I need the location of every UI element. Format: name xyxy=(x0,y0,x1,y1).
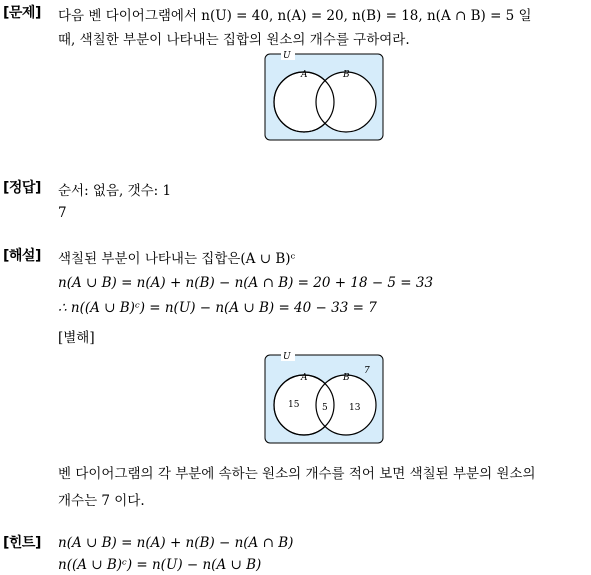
solution-label: [해설] xyxy=(3,248,41,264)
hint-label: [힌트] xyxy=(3,535,41,551)
problem-label: [문제] xyxy=(3,5,41,21)
hint-text-line1: n(A ∪ B) = n(A) + n(B) − n(A ∩ B) xyxy=(58,535,294,551)
set-a-label: A xyxy=(301,70,308,80)
venn-diagram-solution xyxy=(263,351,387,447)
answer-text-line1: 순서: 없음, 갯수: 1 xyxy=(58,183,172,199)
b-only-count: 13 xyxy=(349,403,361,413)
set-b-label: B xyxy=(343,373,350,383)
solution-text-line5: 벤 다이어그램의 각 부분에 속하는 원소의 개수를 적어 보면 색칠된 부분의 원소의 xyxy=(58,466,536,482)
set-b-label: B xyxy=(343,70,350,80)
problem-text-line2: 때, 색칠한 부분이 나타내는 집합의 원소의 개수를 구하여라. xyxy=(58,32,410,48)
outside-count: 7 xyxy=(364,366,370,376)
answer-text-line2: 7 xyxy=(58,205,67,221)
solution-text-line4: [별해] xyxy=(58,330,95,346)
solution-text-line1: 색칠된 부분이 나타내는 집합은(A ∪ B)ᶜ xyxy=(58,251,296,267)
answer-label: [정답] xyxy=(3,180,41,196)
set-a-label: A xyxy=(301,373,308,383)
universe-label: U xyxy=(283,352,291,362)
solution-text-line6: 개수는 7 이다. xyxy=(58,493,145,509)
a-only-count: 15 xyxy=(288,400,300,410)
hint-text-line2: n((A ∪ B)ᶜ) = n(U) − n(A ∪ B) xyxy=(58,557,262,573)
venn-diagram-problem xyxy=(263,50,387,144)
universe-label: U xyxy=(283,51,291,61)
solution-text-line2: n(A ∪ B) = n(A) + n(B) − n(A ∩ B) = 20 + 18 − 5 = 33 xyxy=(58,275,434,291)
intersection-count: 5 xyxy=(322,403,328,413)
problem-text-line1: 다음 벤 다이어그램에서 n(U) = 40, n(A) = 20, n(B) = 18, n(A ∩ B) = 5 일 xyxy=(58,8,532,24)
solution-text-line3: ∴ n((A ∪ B)ᶜ) = n(U) − n(A ∪ B) = 40 − 33 = 7 xyxy=(58,300,377,316)
